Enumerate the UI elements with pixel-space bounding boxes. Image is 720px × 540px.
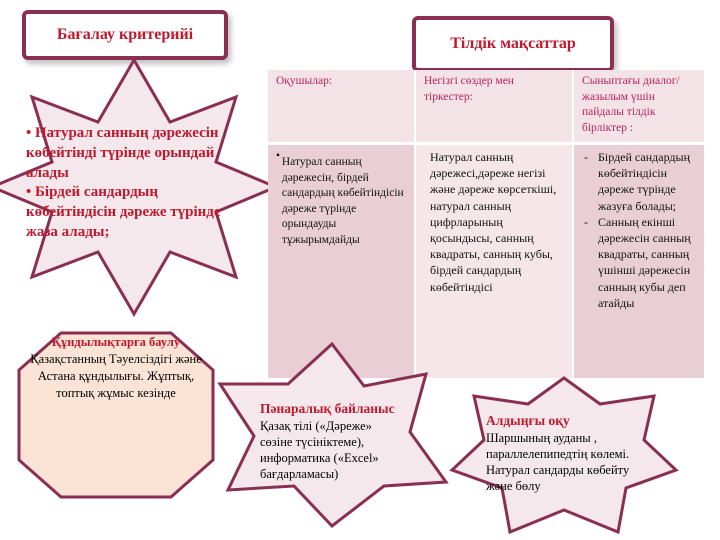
cell-phrases [573,144,704,379]
goals-title: Тілдік мақсаттар [450,35,576,52]
cell-students-bullet: • [276,150,281,162]
cell-keywords: Натурал санның дәрежесі,дәреже негізі және дәреже көрсеткіші, натурал санның цифрларының қосындысы, санның квадраты, санның кубы, бірдей сандардың көбейтіндісі [415,144,573,379]
criteria-title: Бағалау критерийі [56,26,194,43]
header-phrases: Сыныптағы диалог/жазылым үшін пайдалы тілдік бірліктер : [573,70,704,144]
values-block [30,334,202,402]
phrase-item-2: - Санның екінші дәрежесін санның квадраты, санның үшінші дәрежесін санның кубы деп атайды [598,214,696,311]
table-header-row [268,70,704,144]
criteria-bullet-1: • Натурал санның дәрежесін көбейтінді түрінде орындай алады [26,125,219,181]
cross-title: Пәнаралық байланыс [260,401,395,416]
cross-text: Қазақ тілі («Дәреже» сөзіне түсініктеме), информатика («Excel» бағдарламасы) [260,418,379,482]
phrases-list [582,149,696,311]
header-students: Оқушылар: [268,70,415,144]
language-objectives-table [268,70,704,378]
prior-text: Шаршының ауданы , параллелепипедтің көлемі. Натурал сандарды көбейту және бөлу [486,430,630,494]
header-keywords: Негізгі сөздер мен тіркестер: [415,70,573,144]
values-text: Қазақстанның Тәуелсіздігі және Астана құндылығы. Жұптық, топтық жұмыс кезінде [30,351,202,400]
phrase-item-1: - Бірдей сандардың көбейтіндісін дәреже түрінде жазуға болады; [598,149,696,214]
criteria-bullet-2: • Бірдей сандардың көбейтіндісін дәреже түрінде жаза алады; [26,184,221,240]
cross-block [260,400,400,483]
values-title: Құндылықтарға баулу [51,335,181,349]
prior-block [486,412,638,495]
goals-title-box [412,16,614,72]
cell-students-text: Натурал санның дәрежесін, бірдей сандардың көбейтіндісін дәреже түрінде орындауды тұжырымдайды [281,156,404,246]
criteria-bullets [26,124,236,243]
prior-title: Алдыңғы оқу [486,413,570,428]
